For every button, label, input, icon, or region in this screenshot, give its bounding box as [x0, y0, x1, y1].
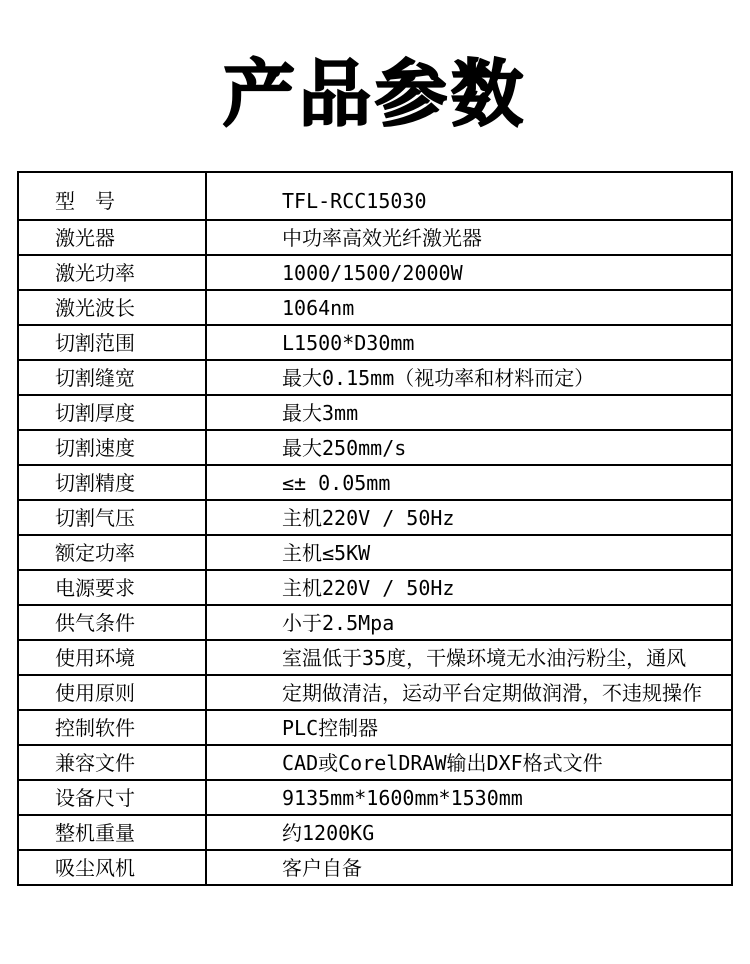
param-value: 主机≤5KW [206, 535, 732, 570]
table-row [18, 220, 732, 255]
table-row [18, 172, 732, 220]
param-label: 兼容文件 [18, 745, 206, 780]
table-row [18, 290, 732, 325]
table-row [18, 780, 732, 815]
table-row [18, 500, 732, 535]
table-row [18, 465, 732, 500]
param-label: 使用环境 [18, 640, 206, 675]
page-title: 产品参数 [222, 55, 527, 135]
table-row [18, 640, 732, 675]
param-value: 主机220V / 50Hz [206, 570, 732, 605]
param-label: 整机重量 [18, 815, 206, 850]
param-value: 最大250mm/s [206, 430, 732, 465]
param-label: 切割厚度 [18, 395, 206, 430]
table-row [18, 815, 732, 850]
param-label: 切割气压 [18, 500, 206, 535]
table-row [18, 850, 732, 885]
param-label: 供气条件 [18, 605, 206, 640]
table-row [18, 255, 732, 290]
param-value: PLC控制器 [206, 710, 732, 745]
table-row [18, 430, 732, 465]
param-label: 激光器 [18, 220, 206, 255]
param-value: TFL-RCC15030 [206, 172, 732, 220]
param-value: 定期做清洁，运动平台定期做润滑，不违规操作 [206, 675, 732, 710]
table-row [18, 535, 732, 570]
param-label: 切割缝宽 [18, 360, 206, 395]
param-value: L1500*D30mm [206, 325, 732, 360]
param-label: 设备尺寸 [18, 780, 206, 815]
param-value: 中功率高效光纤激光器 [206, 220, 732, 255]
param-label: 激光功率 [18, 255, 206, 290]
param-label: 切割精度 [18, 465, 206, 500]
table-row [18, 710, 732, 745]
param-label: 电源要求 [18, 570, 206, 605]
param-value: 1000/1500/2000W [206, 255, 732, 290]
param-value: 最大0.15mm（视功率和材料而定） [206, 360, 732, 395]
table-row [18, 325, 732, 360]
param-value: 主机220V / 50Hz [206, 500, 732, 535]
param-value: 小于2.5Mpa [206, 605, 732, 640]
table-row [18, 745, 732, 780]
param-value: 室温低于35度，干燥环境无水油污粉尘，通风 [206, 640, 732, 675]
spec-table [17, 171, 733, 886]
spec-table-body [18, 172, 732, 885]
table-row [18, 675, 732, 710]
param-value: 约1200KG [206, 815, 732, 850]
table-row [18, 395, 732, 430]
table-row [18, 570, 732, 605]
param-label: 额定功率 [18, 535, 206, 570]
param-label: 切割速度 [18, 430, 206, 465]
param-label: 控制软件 [18, 710, 206, 745]
param-label: 使用原则 [18, 675, 206, 710]
param-value: 客户自备 [206, 850, 732, 885]
param-value: 1064nm [206, 290, 732, 325]
param-value: 9135mm*1600mm*1530mm [206, 780, 732, 815]
param-label: 切割范围 [18, 325, 206, 360]
param-label: 吸尘风机 [18, 850, 206, 885]
param-label: 型 号 [18, 172, 206, 220]
param-value: CAD或CorelDRAW输出DXF格式文件 [206, 745, 732, 780]
table-row [18, 360, 732, 395]
param-label: 激光波长 [18, 290, 206, 325]
table-row [18, 605, 732, 640]
param-value: ≤± 0.05mm [206, 465, 732, 500]
param-value: 最大3mm [206, 395, 732, 430]
